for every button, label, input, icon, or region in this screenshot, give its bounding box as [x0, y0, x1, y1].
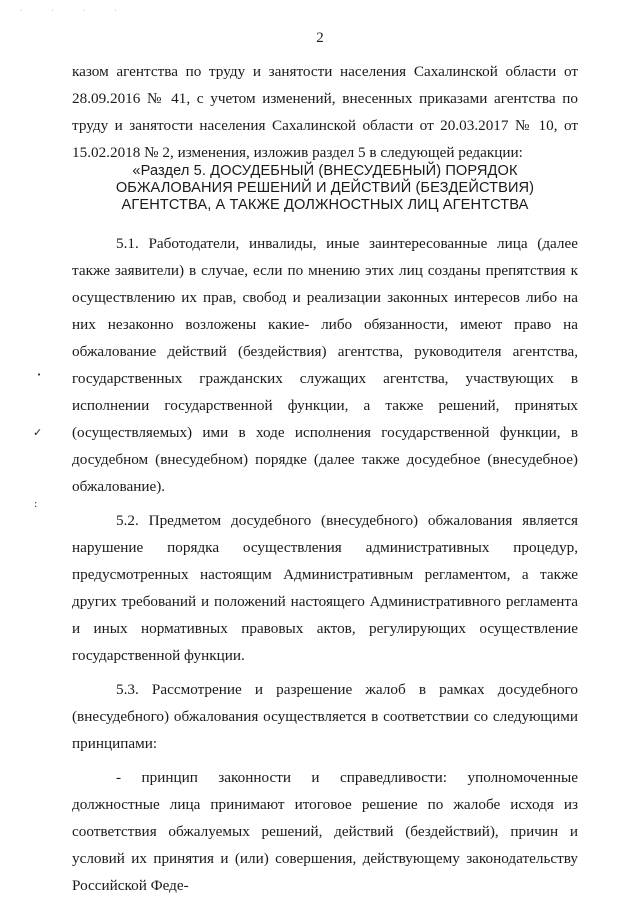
- scan-artifact-dots: · · · ·: [20, 8, 131, 14]
- section-heading: [72, 163, 578, 214]
- page-number: 2: [316, 30, 324, 46]
- section-heading-line-2: ОБЖАЛОВАНИЯ РЕШЕНИЙ И ДЕЙСТВИЙ (БЕЗДЕЙСТВИЯ): [115, 180, 535, 196]
- margin-mark-tick: ✓: [33, 426, 43, 439]
- paragraph-5-3: 5.3. Рассмотрение и разрешение жалоб в рамках досудебного (внесудебного) обжалования осуществляется в соответствии со следующими принципами:: [72, 681, 578, 752]
- paragraph-5-1: 5.1. Работодатели, инвалиды, иные заинтересованные лица (далее также заявители) в случае, если по мнению этих лиц созданы препятствия к осуществлению их прав, свобод и реализации законных интересов либо на них незаконно возложены какие- либо обязанности, имеют право на обжалование действий (бездействия) агентства, руководителя агентства, государственных гражданских служащих агентства, участвующих в исполнении государственной функции, а также решений, принятых (осуществляемых) ими в ходе исполнения государственной функции, в досудебном (внесудебном) порядке (далее также досудебное (внесудебное) обжалование).: [72, 235, 578, 495]
- paragraph-5-2: 5.2. Предметом досудебного (внесудебного) обжалования является нарушение порядка осуществления административных процедур, предусмотренных настоящим Административным регламентом, а также других требований и положений настоящего Административного регламента и иных нормативных правовых актов, регулирующих осуществление государственной функции.: [72, 512, 578, 664]
- intro-paragraph: казом агентства по труду и занятости населения Сахалинской области от 28.09.2016 № 41, с учетом изменений, внесенных приказами агентства по труду и занятости населения Сахалинской области от 20.03.2017 № 10, от 15.02.2018 № 2, изменения, изложив раздел 5 в следующей редакции:: [72, 63, 578, 161]
- section-heading-line-1: «Раздел 5. ДОСУДЕБНЫЙ (ВНЕСУДЕБНЫЙ) ПОРЯДОК: [132, 163, 518, 179]
- margin-mark-dot: •: [37, 371, 42, 379]
- margin-mark-colon: :: [34, 499, 38, 510]
- paragraph-principle-legality: - принцип законности и справедливости: уполномоченные должностные лица принимают итоговое решение по жалобе исходя из соответствия обжалуемых решений, действий (бездействий), причин и условий их принятия и (или) совершения, действующему законодательству Российской Феде-: [72, 769, 578, 894]
- section-heading-line-3: АГЕНТСТВА, А ТАКЖЕ ДОЛЖНОСТНЫХ ЛИЦ АГЕНТСТВА: [121, 197, 529, 213]
- section-body: [72, 230, 578, 899]
